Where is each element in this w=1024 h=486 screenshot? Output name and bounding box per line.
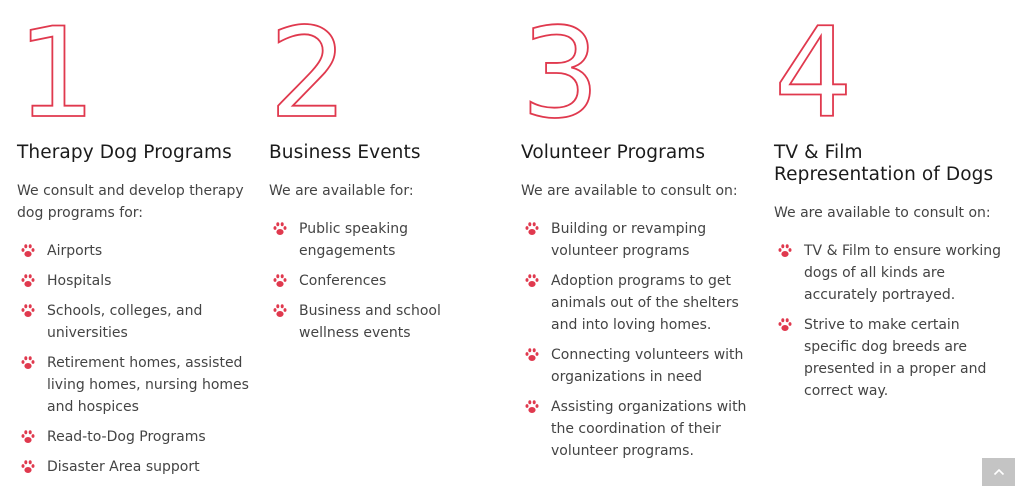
service-column-therapy bbox=[17, 0, 249, 486]
paw-icon bbox=[524, 347, 540, 363]
list-item: Connecting volunteers with organizations in need bbox=[521, 344, 753, 388]
list-item: Assisting organizations with the coordination of their volunteer programs. bbox=[521, 396, 753, 462]
service-list bbox=[521, 218, 753, 462]
list-item: Hospitals bbox=[17, 270, 249, 292]
paw-icon bbox=[524, 221, 540, 237]
service-description: We are available to consult on: bbox=[774, 205, 991, 221]
paw-icon bbox=[20, 243, 36, 259]
service-column-business bbox=[269, 0, 501, 352]
list-item: Building or revamping volunteer programs bbox=[521, 218, 753, 262]
list-item: Public speaking engagements bbox=[269, 218, 501, 262]
service-description: We are available to consult on: bbox=[521, 183, 738, 199]
step-number bbox=[269, 0, 501, 122]
list-item: Adoption programs to get animals out of the shelters and into loving homes. bbox=[521, 270, 753, 336]
list-item: Schools, colleges, and universities bbox=[17, 300, 249, 344]
paw-icon bbox=[20, 429, 36, 445]
paw-icon bbox=[272, 221, 288, 237]
service-title: TV & Film Representation of Dogs bbox=[774, 142, 994, 185]
service-list bbox=[17, 240, 249, 478]
step-number bbox=[17, 0, 249, 122]
chevron-up-icon bbox=[993, 468, 1005, 476]
scroll-to-top-button[interactable] bbox=[982, 458, 1015, 486]
list-item: TV & Film to ensure working dogs of all kinds are accurately portrayed. bbox=[774, 240, 1006, 306]
list-item: Disaster Area support bbox=[17, 456, 249, 478]
paw-icon bbox=[20, 273, 36, 289]
service-list bbox=[269, 218, 501, 344]
paw-icon bbox=[272, 303, 288, 319]
service-title: Therapy Dog Programs bbox=[17, 142, 232, 163]
service-column-volunteer bbox=[521, 0, 753, 470]
paw-icon bbox=[20, 355, 36, 371]
paw-icon bbox=[524, 399, 540, 415]
list-item: Strive to make certain specific dog breeds are presented in a proper and correct way. bbox=[774, 314, 1006, 402]
step-number bbox=[774, 0, 1006, 122]
list-item: Retirement homes, assisted living homes, nursing homes and hospices bbox=[17, 352, 249, 418]
service-description: We consult and develop therapy dog programs for: bbox=[17, 183, 244, 221]
list-item: Conferences bbox=[269, 270, 501, 292]
service-title: Volunteer Programs bbox=[521, 142, 706, 163]
list-item: Airports bbox=[17, 240, 249, 262]
svg-text:1: 1 bbox=[17, 2, 96, 122]
paw-icon bbox=[777, 317, 793, 333]
svg-text:4: 4 bbox=[774, 2, 853, 122]
paw-icon bbox=[272, 273, 288, 289]
svg-text:2: 2 bbox=[269, 2, 348, 122]
step-number bbox=[521, 0, 753, 122]
list-item: Read-to-Dog Programs bbox=[17, 426, 249, 448]
service-title: Business Events bbox=[269, 142, 421, 163]
paw-icon bbox=[20, 303, 36, 319]
paw-icon bbox=[20, 459, 36, 475]
list-item: Business and school wellness events bbox=[269, 300, 501, 344]
service-list bbox=[774, 240, 1006, 402]
service-column-tv-film bbox=[774, 0, 1006, 410]
paw-icon bbox=[524, 273, 540, 289]
svg-text:3: 3 bbox=[521, 2, 600, 122]
service-description: We are available for: bbox=[269, 183, 414, 199]
paw-icon bbox=[777, 243, 793, 259]
